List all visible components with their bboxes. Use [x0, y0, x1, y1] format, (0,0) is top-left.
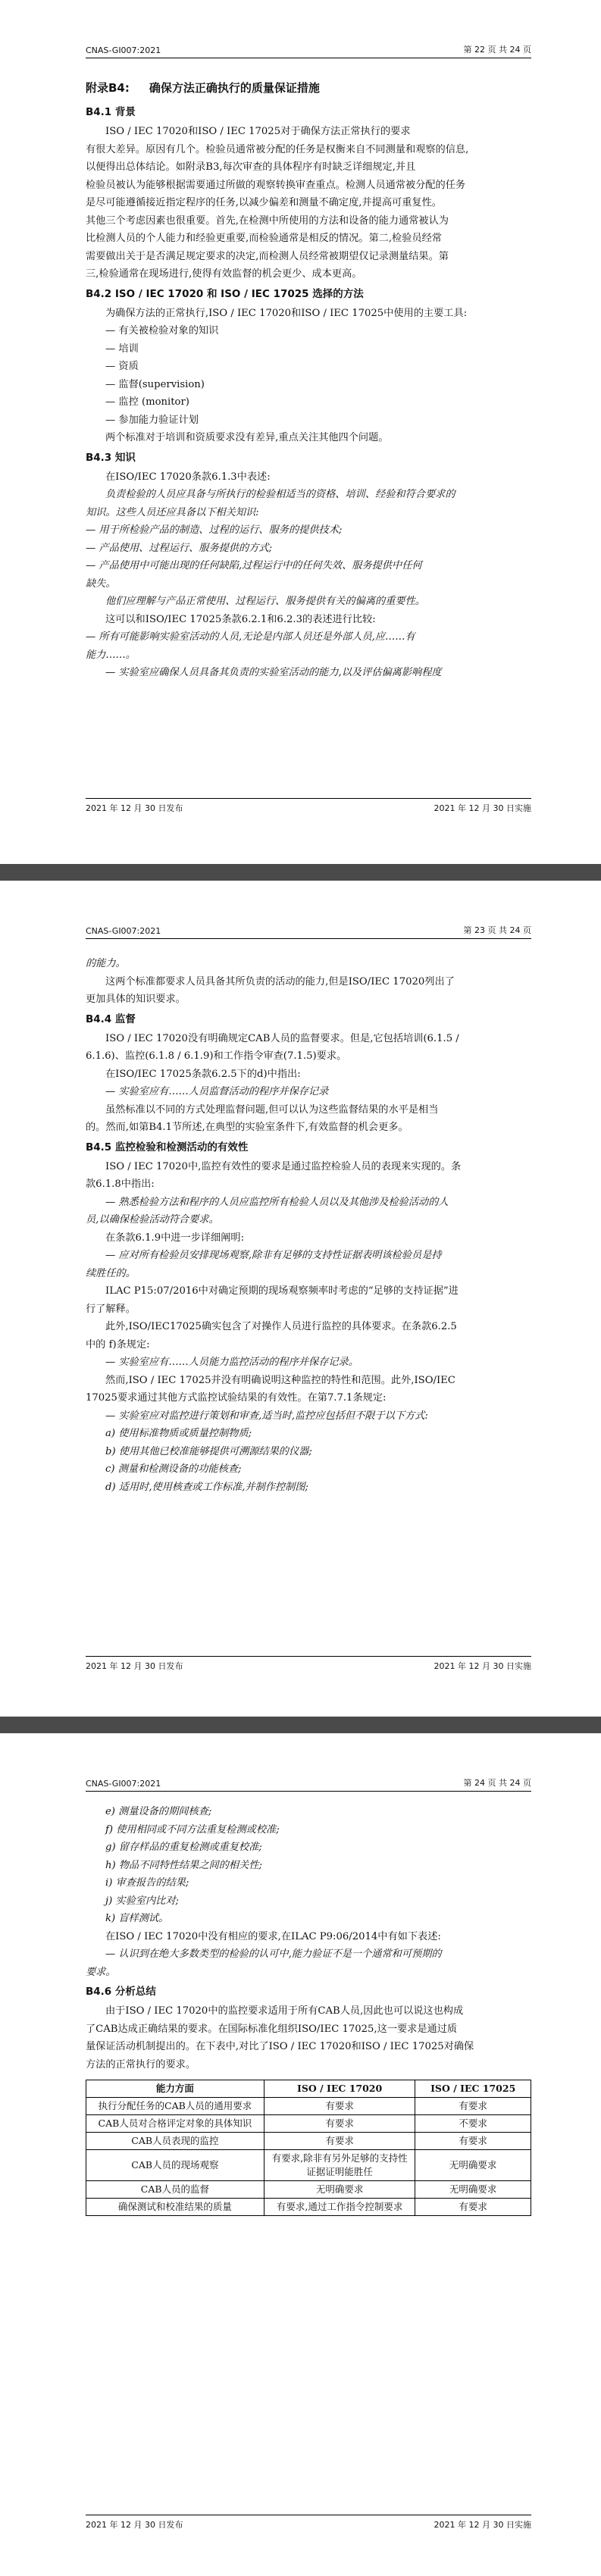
quote-line: — 应对所有检验员安排现场观察,除非有足够的支持性证据表明该检验员是持	[105, 1250, 442, 1261]
table-cell: 有要求	[415, 2098, 531, 2115]
table-cell: 不要求	[415, 2115, 531, 2133]
quote-line: 的能力。	[86, 958, 126, 969]
paragraph-line: 需要做出关于是否满足规定要求的决定,而检测人员经常被期望仅记录测量结果。第	[86, 250, 449, 262]
page-header	[86, 1777, 531, 1792]
list-item: a) 使用标准物质或质量控制物质;	[105, 1428, 252, 1439]
quote-line: — 实验室应对监控进行策划和审查,适当时,监控应包括但不限于以下方式:	[105, 1410, 428, 1422]
table-cell: CAB人员对合格评定对象的具体知识	[86, 2115, 265, 2133]
list-item: d) 适用时,使用核查或工作标准,并制作控制图;	[105, 1481, 308, 1493]
quote-line: — 产品使用、过程运行、服务提供的方式;	[86, 542, 273, 554]
paragraph-line: 方法的正常执行的要求。	[86, 2058, 196, 2071]
page-separator	[0, 864, 601, 881]
column-header: ISO / IEC 17020	[264, 2080, 415, 2098]
quote-line: — 用于所检验产品的制造、过程的运行、服务的提供技术;	[86, 524, 343, 536]
quote-line: — 实验室应有……人员监督活动的程序并保存记录	[105, 1086, 329, 1097]
table-cell: 有要求	[264, 2133, 415, 2150]
list-item: c) 测量和检测设备的功能核查;	[105, 1463, 242, 1475]
paragraph-line: 两个标准对于培训和资质要求没有差异,重点关注其他四个问题。	[105, 432, 389, 443]
quoted-clause	[86, 628, 531, 682]
document-code: CNAS-GI007:2021	[86, 926, 161, 936]
paragraph-line: 这可以和ISO/IEC 17025条款6.2.1和6.2.3的表述进行比较:	[105, 613, 376, 625]
list-item: g) 留存样品的重复检测或重复校准;	[105, 1842, 262, 1853]
annex-label: 附录B4:	[86, 81, 130, 95]
table-cell: 确保测试和校准结果的质量	[86, 2199, 265, 2216]
quote-line: — 所有可能影响实验室活动的人员,无论是内部人员还是外部人员,应……有	[86, 631, 415, 643]
column-header: ISO / IEC 17025	[415, 2080, 531, 2098]
quote-line: 负责检验的人员应具备与所执行的检验相适当的资格、培训、经验和符合要求的	[105, 489, 455, 500]
quote-line: — 产品使用中可能出现的任何缺陷,过程运行中的任何失效、服务提供中任何	[86, 560, 422, 571]
paragraph-line: 行了解释。	[86, 1303, 136, 1315]
tool-list	[86, 322, 531, 429]
quote-line: — 熟悉检验方法和程序的人员应监控所有检验人员以及其他涉及检验活动的人	[105, 1196, 449, 1208]
section-heading-b4-1: B4.1 背景	[86, 106, 136, 118]
table-cell: 有要求,除非有另外足够的支持性证据证明能胜任	[264, 2150, 415, 2181]
table-row	[86, 2199, 531, 2216]
page-number: 第 22 页 共 24 页	[463, 45, 531, 55]
monitoring-list	[86, 1803, 531, 1928]
document-page-23	[0, 881, 601, 1717]
paragraph-line: 更加具体的知识要求。	[86, 994, 186, 1005]
table-cell: 无明确要求	[415, 2150, 531, 2181]
paragraph-line: 此外,ISO/IEC17025确实包含了对操作人员进行监控的具体要求。在条款6.2.5	[105, 1321, 457, 1332]
list-item: h) 物品不同特性结果之间的相关性;	[105, 1859, 262, 1871]
section-heading-b4-6: B4.6 分析总结	[86, 1986, 156, 1998]
paragraph-line: 其他三个考虑因素也很重要。首先,在检测中所使用的方法和设备的能力通常被认为	[86, 214, 449, 227]
table-row	[86, 2181, 531, 2199]
page-header	[86, 925, 531, 939]
paragraph-line: 比检测人员的个人能力和经验更重要,而检验通常是相反的情况。第二,检验员经常	[86, 233, 442, 244]
table-cell: 无明确要求	[264, 2181, 415, 2199]
table-cell: CAB人员表现的监控	[86, 2133, 265, 2150]
table-cell: 有要求	[415, 2199, 531, 2216]
list-item: — 参加能力验证计划	[105, 414, 199, 426]
page-number: 第 23 页 共 24 页	[463, 925, 531, 935]
page-header	[86, 44, 531, 58]
list-item: — 监控 (monitor)	[105, 396, 189, 408]
table-cell: 执行分配任务的CAB人员的通用要求	[86, 2098, 265, 2115]
list-item: — 有关被检验对象的知识	[105, 325, 219, 336]
list-item: — 培训	[105, 343, 139, 355]
quote-line: — 实验室应有……人员能力监控活动的程序并保存记录。	[105, 1357, 358, 1368]
page-body	[86, 955, 531, 1496]
paragraph-line: 在ISO/IEC 17025条款6.2.5下的d)中指出:	[105, 1068, 301, 1080]
quote-line: 缺失。	[86, 577, 116, 590]
quote-line: — 认识到在绝大多数类型的检验的认可中,能力验证不是一个通常和可预期的	[105, 1948, 442, 1960]
paragraph-line: 中的 f)条规定:	[86, 1338, 150, 1351]
paragraph-line: 在ISO / IEC 17020中没有相应的要求,在ILAC P9:06/2014中有如下表述:	[105, 1930, 441, 1942]
annex-heading: 确保方法正确执行的质量保证措施	[149, 81, 320, 95]
paragraph-line: 在条款6.1.9中进一步详细阐明:	[105, 1232, 245, 1244]
quote-line: 能力……。	[86, 649, 136, 661]
paragraph-line: 检验员被认为能够根据需要通过所做的观察转换审查重点。检测人员通常被分配的任务	[86, 179, 466, 191]
issue-date: 2021 年 12 月 30 日发布	[86, 2520, 183, 2530]
paragraph-line: 是尽可能遵循接近指定程序的任务,以减少偏差和测量不确定度,并提高可重复性。	[86, 197, 442, 208]
annex-title	[86, 79, 531, 97]
list-item: b) 使用其他已校准能够提供可溯源结果的仪器;	[105, 1445, 312, 1457]
paragraph-line: ISO / IEC 17020没有明确规定CAB人员的监督要求。但是,它包括培训(6.1.5 /	[105, 1032, 459, 1044]
table-row	[86, 2133, 531, 2150]
section-heading-b4-3: B4.3 知识	[86, 451, 136, 464]
document-code: CNAS-GI007:2021	[86, 1779, 161, 1789]
list-item: e) 测量设备的期间核查;	[105, 1806, 212, 1817]
paragraph-line: ISO / IEC 17020中,监控有效性的要求是通过监控检验人员的表现来实现的。条	[105, 1160, 462, 1172]
table-cell: CAB人员的现场观察	[86, 2150, 265, 2181]
table-cell: 有要求,通过工作指令控制要求	[264, 2199, 415, 2216]
quote-line: 续胜任的。	[86, 1267, 136, 1279]
paragraph-line: 为确保方法的正常执行,ISO / IEC 17020和ISO / IEC 17025中使用的主要工具:	[105, 307, 468, 319]
table-cell: 无明确要求	[415, 2181, 531, 2199]
paragraph-line: 17025要求通过其他方式监控试验结果的有效性。在第7.7.1条规定:	[86, 1392, 387, 1404]
monitoring-list	[86, 1425, 531, 1496]
page-footer	[86, 2515, 531, 2530]
paragraph-line: 以便得出总体结论。如附录B3,每次审查的具体程序有时缺乏详细规定,并且	[86, 161, 416, 173]
quote-line: 员,以确保检验活动符合要求。	[86, 1214, 219, 1225]
quote-line: — 实验室应确保人员具备其负责的实验室活动的能力,以及评估偏离影响程度	[105, 667, 442, 678]
quoted-clause	[86, 486, 531, 611]
list-item: — 资质	[105, 361, 139, 372]
table-cell: 有要求	[264, 2115, 415, 2133]
section-heading-b4-5: B4.5 监控检验和检测活动的有效性	[86, 1141, 249, 1153]
paragraph-line: 然而,ISO / IEC 17025并没有明确说明这种监控的特性和范围。此外,ISO/IEC	[105, 1374, 455, 1386]
table-row	[86, 2115, 531, 2133]
table-header-row	[86, 2080, 531, 2098]
section-heading-b4-4: B4.4 监督	[86, 1013, 136, 1025]
document-code: CNAS-GI007:2021	[86, 45, 161, 55]
quote-line: 要求。	[86, 1966, 116, 1978]
comparison-table	[86, 2080, 531, 2216]
paragraph-line: 这两个标准都要求人员具备其所负责的活动的能力,但是ISO/IEC 17020列出了	[105, 975, 455, 988]
page-body	[86, 1803, 531, 2216]
paragraph-line: ILAC P15:07/2016中对确定预期的现场观察频率时考虑的“足够的支持证据”进	[105, 1285, 459, 1297]
paragraph-line: 量保证活动机制提出的。在下表中,对比了ISO / IEC 17020和ISO / IEC 17025对确保	[86, 2041, 474, 2052]
quote-line: 知识。这些人员还应具备以下相关知识:	[86, 506, 259, 518]
column-header: 能力方面	[86, 2080, 265, 2098]
list-item: f) 使用相同或不同方法重复检测或校准;	[105, 1823, 280, 1836]
quote-line: 他们应理解与产品正常使用、过程运行、服务提供有关的偏离的重要性。	[105, 596, 425, 607]
issue-date: 2021 年 12 月 30 日发布	[86, 1661, 183, 1671]
table-cell: CAB人员的监督	[86, 2181, 265, 2199]
section-heading-b4-2: B4.2 ISO / IEC 17020 和 ISO / IEC 17025 选择的方法	[86, 287, 364, 300]
paragraph-line: 在ISO/IEC 17020条款6.1.3中表述:	[105, 471, 271, 483]
list-item: j) 实验室内比对;	[105, 1895, 179, 1907]
document-page-22	[0, 0, 601, 864]
paragraph-line: 款6.1.8中指出:	[86, 1178, 155, 1190]
paragraph-line: 由于ISO / IEC 17020中的监控要求适用于所有CAB人员,因此也可以说这也构成	[105, 2005, 464, 2017]
paragraph-line: 的。然而,如第B4.1节所述,在典型的实验室条件下,有效监督的机会更多。	[86, 1122, 408, 1133]
section-b4-1-text	[86, 123, 531, 283]
page-body	[86, 70, 531, 682]
paragraph-line: 有很大差异。原因有几个。检验员通常被分配的任务是权衡来自不同测量和观察的信息,	[86, 143, 469, 155]
paragraph-line: ISO / IEC 17020和ISO / IEC 17025对于确保方法正常执行的要求	[105, 126, 411, 137]
list-item: k) 盲样测试。	[105, 1913, 169, 1924]
document-page-24	[0, 1733, 601, 2576]
table-row	[86, 2098, 531, 2115]
table-cell: 有要求	[264, 2098, 415, 2115]
paragraph-line: 虽然标准以不同的方式处理监督问题,但可以认为这些监督结果的水平是相当	[105, 1103, 439, 1116]
paragraph-line: 三,检验通常在现场进行,使得有效监督的机会更少、成本更高。	[86, 268, 362, 280]
paragraph-line: 了CAB达成正确结果的要求。在国际标准化组织ISO/IEC 17025,这一要求是通过质	[86, 2023, 458, 2035]
list-item: i) 审查报告的结果;	[105, 1877, 189, 1889]
page-number: 第 24 页 共 24 页	[463, 1778, 531, 1788]
page-separator	[0, 1717, 601, 1733]
table-cell: 有要求	[415, 2133, 531, 2150]
effective-date: 2021 年 12 月 30 日实施	[434, 803, 531, 813]
effective-date: 2021 年 12 月 30 日实施	[434, 2520, 531, 2530]
table-row	[86, 2150, 531, 2181]
paragraph-line: 6.1.6)、监控(6.1.8 / 6.1.9)和工作指令审查(7.1.5)要求。	[86, 1050, 347, 1062]
page-footer	[86, 1656, 531, 1671]
list-item: — 监督(supervision)	[105, 378, 205, 390]
issue-date: 2021 年 12 月 30 日发布	[86, 803, 183, 813]
page-footer	[86, 798, 531, 813]
effective-date: 2021 年 12 月 30 日实施	[434, 1661, 531, 1671]
